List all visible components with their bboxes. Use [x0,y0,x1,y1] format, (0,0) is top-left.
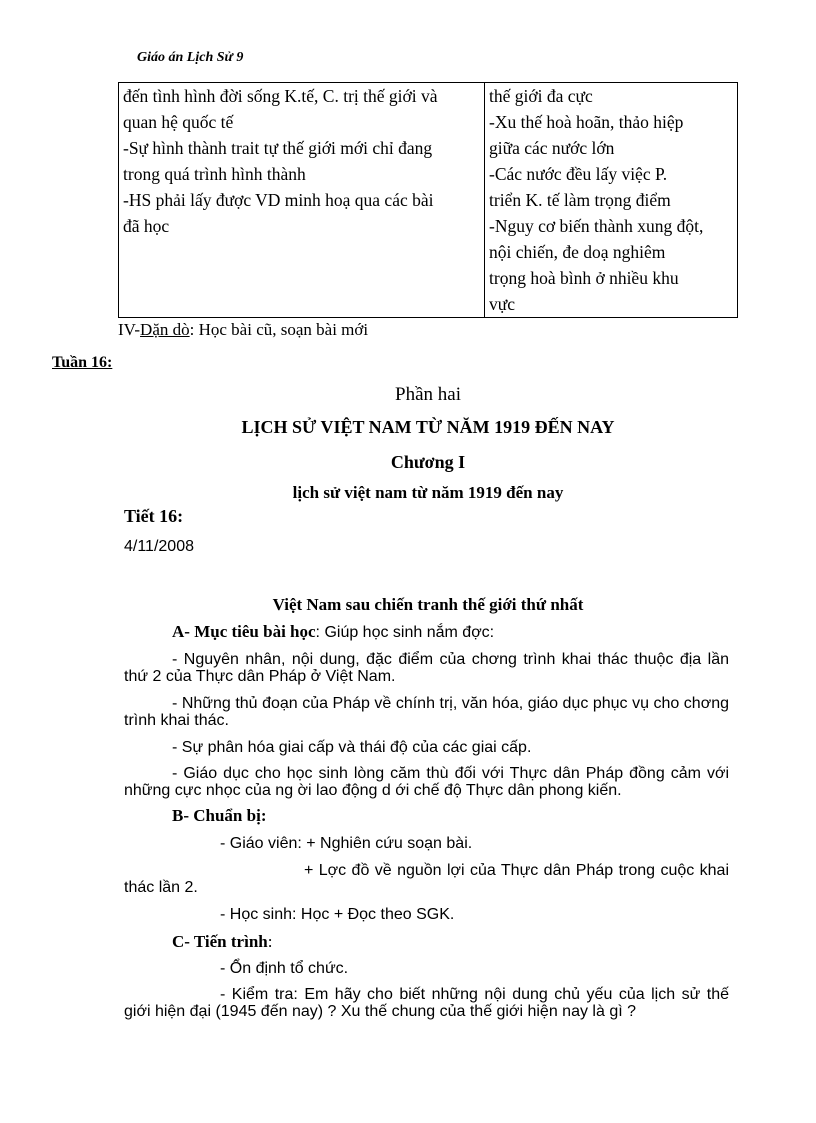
homework-text: : Học bài cũ, soạn bài mới [189,320,369,339]
objective-item: - Sự phân hóa giai cấp và thái độ của các giai cấp. [172,739,532,756]
chapter-subtitle: lịch sử việt nam từ năm 1919 đến nay [292,483,564,502]
content-table [118,82,738,318]
lesson-date: 4/11/2008 [124,538,194,555]
right-line: triển K. tế làm trọng điểm [489,190,671,210]
section-c-suffix: : [267,932,273,951]
teacher-prep: - Giáo viên: + Nghiên cứu soạn bài. [220,835,473,852]
table-row [119,83,738,318]
right-line: -Nguy cơ biến thành xung đột, [489,216,704,236]
section-c-heading [172,932,272,952]
right-line: -Các nước đều lấy việc P. [489,164,668,184]
procedure-item: - Ổn định tổ chức. [220,960,349,977]
table-cell-right [485,83,738,318]
right-line: thế giới đa cực [489,86,593,106]
objective-item: - Giáo dục cho học sinh lòng căm thù đối với Thực dân Pháp đồng cảm với những cực nhọc của ng ời lao động d ới chế độ Thực dân phong kiến. [124,765,729,799]
lesson-title: Việt Nam sau chiến tranh thế giới thứ nhất [272,595,584,614]
left-line: trong quá trình hình thành [123,164,306,184]
objective-item: - Nguyên nhân, nội dung, đặc điểm của chơng trình khai thác thuộc địa lần thứ 2 của Thực dân Pháp ở Việt Nam. [124,651,729,685]
table-cell-left [119,83,485,318]
right-line: vực [489,294,516,314]
procedure-item: - Kiểm tra: Em hãy cho biết những nội dung chủ yếu của lịch sử thế giới hiện đại (1945 đến nay) ? Xu thế chung của thế giới hiện nay là gì ? [124,986,729,1020]
part-heading: Phần hai [395,384,461,405]
chapter-heading: Chương I [390,452,466,472]
lesson-label: Tiết 16: [124,506,184,526]
right-line: -Xu thế hoà hoãn, thảo hiệp [489,112,684,132]
section-c-label: C- Tiến trình [172,932,268,951]
main-title: LỊCH SỬ VIỆT NAM TỪ NĂM 1919 ĐẾN NAY [241,417,615,437]
section-a-heading [172,622,494,642]
section-a-text: : Giúp học sinh nắm đợc: [315,624,495,641]
section-b-heading: B- Chuẩn bị: [172,806,267,825]
left-line: -HS phải lấy được VD minh hoạ qua các bài [123,190,434,210]
objective-item: - Những thủ đoạn của Pháp về chính trị, văn hóa, giáo dục phục vụ cho chơng trình khai thác. [124,695,729,729]
week-label: Tuần 16: [52,354,113,371]
section-a-label: A- Mục tiêu bài học [172,622,316,641]
left-line: quan hệ quốc tế [123,112,234,132]
document-header: Giáo án Lịch Sử 9 [137,50,244,65]
right-line: nội chiến, đe doạ nghiêm [489,242,666,262]
homework-prefix: IV- [118,320,141,339]
left-line: đến tình hình đời sống K.tế, C. trị thế giới và [123,86,438,106]
teacher-prep-map: + Lợc đồ về nguồn lợi của Thực dân Pháp trong cuộc khai thác lần 2. [124,862,729,896]
student-prep: - Học sinh: Học + Đọc theo SGK. [220,906,455,923]
homework-label: Dặn dò [140,320,190,339]
left-line: đã học [123,216,170,236]
left-line: -Sự hình thành trait tự thế giới mới chỉ đang [123,138,433,158]
homework-line [118,320,368,340]
right-line: trọng hoà bình ở nhiều khu [489,268,679,288]
right-line: giữa các nước lớn [489,138,615,158]
